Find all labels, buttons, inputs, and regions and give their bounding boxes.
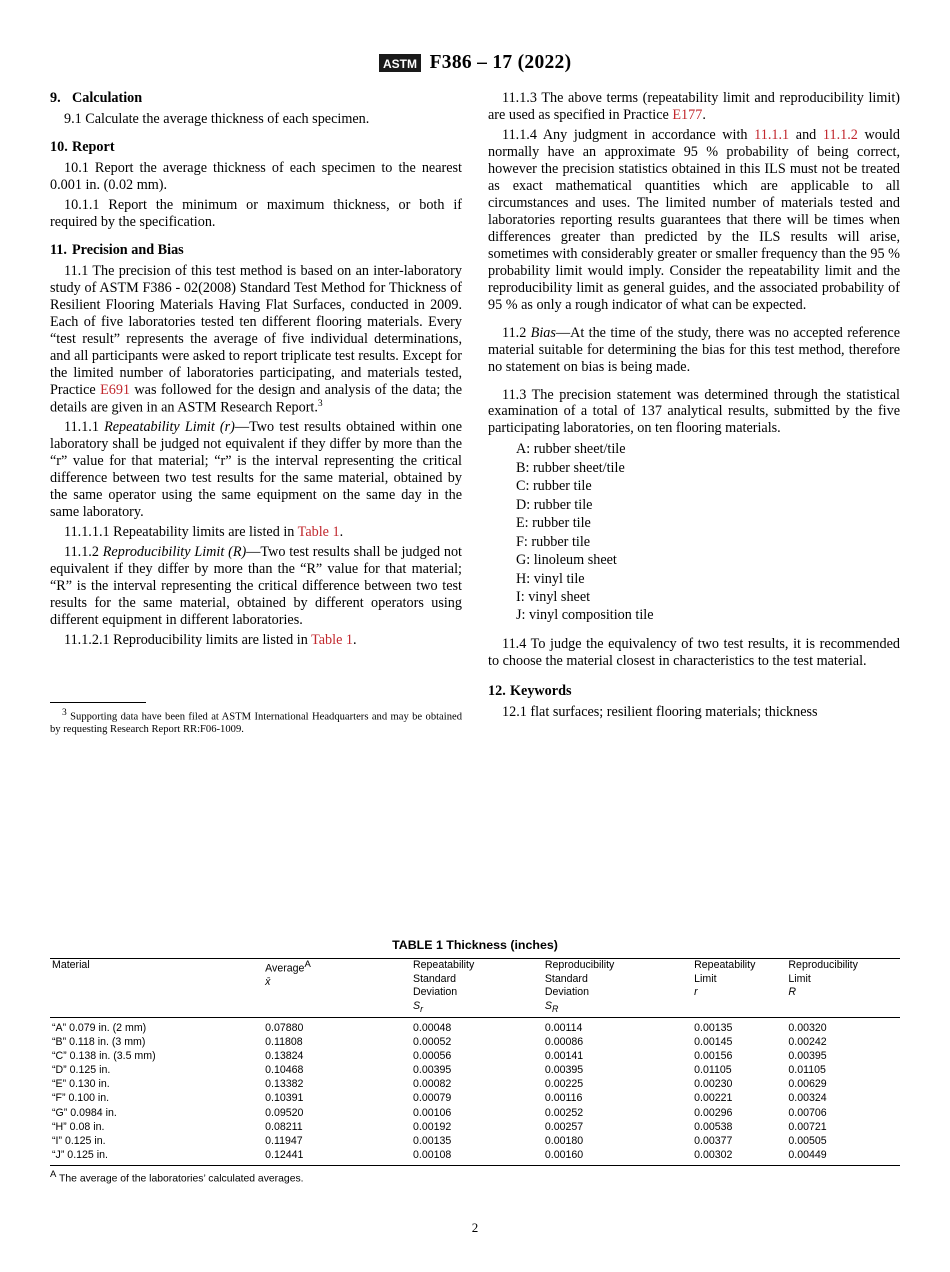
cell-repeat-limit: 0.00230 [694, 1078, 733, 1091]
para-12-1: 12.1 flat surfaces; resilient flooring materials; thickness [502, 703, 818, 720]
col-header-repro-sd-l2: Standard [544, 972, 588, 985]
cell-repro-sd: 0.00114 [544, 1022, 583, 1035]
cell-repeat-limit: 0.00296 [694, 1106, 733, 1119]
para-11-1-1 [50, 419, 462, 521]
cell-repro-limit: 0.00706 [788, 1106, 827, 1119]
col-header-repeat-sd-l2: Standard [413, 972, 456, 985]
cell-repeat-sd: 0.00108 [413, 1148, 452, 1161]
cell-material: “H” 0.08 in. [52, 1120, 105, 1133]
para-11-1-1-text: —Two test results obtained within one laboratory shall be judged not equivalent if they differ by more than the “r” value for that material; “r” is the interval representing the critical difference between two test results for the same material, obtained by the same operator using the same equipment on the same day in the same laboratory. [50, 419, 462, 521]
section-12-title: Keywords [510, 682, 572, 699]
col-header-reproducibility-sd [543, 959, 692, 1018]
para-11-3: 11.3 The precision statement was determined through the statistical examination of a total of 137 analytical results, submitted by the five participating laboratories, on ten flooring materials. [488, 386, 900, 437]
cell-repeat-sd: 0.00192 [413, 1120, 452, 1133]
para-11-1-3-text-a: 11.1.3 The above terms (repeatability limit and reproducibility limit) are used as specified in Practice [488, 90, 900, 123]
cell-repro-limit: 0.00449 [788, 1148, 827, 1161]
table-head [50, 959, 900, 1018]
para-11-1-2 [50, 544, 462, 629]
para-11-1-text-b: was followed for the design and analysis of the data; the details are given in an ASTM Research Report. [50, 381, 462, 416]
footnote-3 [50, 708, 462, 737]
para-11-1-2-1-text-b: . [353, 631, 357, 648]
footnote-3-marker: 3 [62, 707, 67, 718]
para-11-1-1-1-text-b: . [339, 524, 344, 541]
list-item: B: rubber sheet/tile [516, 459, 625, 476]
para-10-1-1: 10.1.1 Report the minimum or maximum thickness, or both if required by the specification. [50, 196, 462, 230]
cell-material: “B” 0.118 in. (3 mm) [52, 1036, 146, 1049]
table-footnote [50, 1169, 900, 1184]
cell-repro-limit: 0.00629 [788, 1078, 827, 1091]
para-11-1 [50, 263, 462, 416]
list-item: A: rubber sheet/tile [516, 441, 626, 458]
list-item: F: rubber tile [516, 533, 591, 550]
cell-repro-limit: 0.00324 [788, 1092, 827, 1105]
section-12-heading [488, 683, 900, 700]
para-11-1-4-text-a: 11.1.4 Any judgment in accordance with [502, 126, 755, 143]
col-header-average [263, 959, 411, 1018]
footnote-ref-3[interactable]: 3 [317, 398, 323, 409]
cell-material: “F” 0.100 in. [52, 1092, 110, 1105]
section-11-number: 11. [50, 241, 67, 258]
para-11-1-1-term: Repeatability Limit (r) [104, 419, 235, 436]
table-row [50, 1063, 900, 1077]
col-header-repro-sd-l3: Deviation [544, 986, 590, 999]
list-item: J: vinyl composition tile [516, 607, 654, 624]
para-11-1-1-1 [50, 524, 462, 541]
cell-average: 0.12441 [265, 1148, 304, 1161]
cell-repro-sd: 0.00160 [544, 1148, 584, 1161]
link-table-1-repeatability[interactable]: Table 1 [297, 524, 340, 541]
link-e691[interactable]: E691 [100, 381, 131, 398]
para-11-2-number: 11.2 [502, 324, 531, 341]
link-11-1-2[interactable]: 11.1.2 [822, 126, 858, 143]
cell-material: “E” 0.130 in. [52, 1078, 110, 1091]
footnote-divider [50, 702, 146, 703]
para-11-2 [488, 325, 900, 376]
col-header-repeat-limit-l1: Repeatability [694, 959, 756, 971]
cell-repeat-sd: 0.00079 [413, 1092, 452, 1105]
cell-repro-sd: 0.00086 [544, 1036, 584, 1049]
section-9-title: Calculation [72, 90, 143, 106]
cell-repro-sd: 0.00141 [544, 1050, 584, 1063]
col-header-repeat-limit-l2: Limit [694, 972, 717, 985]
col-header-repro-limit-l2: Limit [788, 972, 811, 985]
cell-average: 0.13382 [265, 1078, 304, 1091]
para-11-4: 11.4 To judge the equivalency of two test results, it is recommended to choose the material closest in characteristics to the test material. [488, 635, 900, 669]
standard-designation: F386 – 17 (2022) [429, 52, 572, 73]
cell-material: “G” 0.0984 in. [52, 1106, 117, 1119]
cell-repeat-sd: 0.00056 [413, 1050, 452, 1063]
cell-repeat-sd: 0.00052 [413, 1036, 452, 1049]
cell-repro-limit: 0.00395 [788, 1050, 827, 1063]
list-item: D: rubber tile [516, 496, 593, 513]
table-1-title: TABLE 1 Thickness (inches) [392, 938, 558, 952]
section-9-heading [50, 90, 462, 107]
right-column [488, 90, 900, 724]
section-10-number: 10. [50, 138, 68, 155]
link-11-1-1[interactable]: 11.1.1 [754, 126, 790, 143]
para-11-1-2-1-text-a: 11.1.2.1 Reproducibility limits are listed in [64, 631, 312, 648]
cell-repeat-sd: 0.00048 [413, 1022, 452, 1035]
cell-repro-sd: 0.00116 [544, 1092, 583, 1105]
cell-repro-limit: 0.00721 [788, 1120, 827, 1133]
para-10-1: 10.1 Report the average thickness of each specimen to the nearest 0.001 in. (0.02 mm). [50, 159, 462, 193]
section-11-heading [50, 242, 462, 259]
cell-repeat-limit: 0.00302 [694, 1148, 733, 1161]
table-body [50, 1018, 900, 1166]
para-11-1-4-text-b: would normally have an approximate 95 % probability of being correct, however the precision statistics obtained in this ILS must not be treated as exact mathematical quantities which are applicable to all circumstances and uses. The limited number of materials tested and laboratories reporting results guarantees that there will be times when differences greater than predicted by the ILS results will arise, sometimes with considerably greater or smaller frequency than the 95 % probability limit would imply. Consider the repeatability limit and the reproducibility limit as general guides, and the associated probability of 95 % as only a rough indicator of what can be expected. [488, 126, 900, 313]
col-header-repeat-sd-symbol: $S_r$ [413, 999, 424, 1014]
table-row [50, 1035, 900, 1049]
page-header [0, 52, 950, 79]
cell-repro-limit: 0.00505 [788, 1134, 827, 1147]
list-item: H: vinyl tile [516, 570, 585, 587]
cell-repeat-limit: 0.01105 [694, 1064, 732, 1077]
cell-repeat-limit: 0.00156 [694, 1050, 733, 1063]
cell-repro-limit: 0.00320 [788, 1022, 827, 1035]
para-11-1-1-number: 11.1.1 [64, 419, 105, 436]
para-11-1-1-1-text-a: 11.1.1.1 Repeatability limits are listed in [64, 524, 298, 541]
list-item: E: rubber tile [516, 515, 591, 532]
section-11-title: Precision and Bias [72, 241, 184, 258]
para-11-1-2-number: 11.1.2 [64, 544, 103, 561]
cell-average: 0.07880 [265, 1022, 304, 1035]
footnote-3-text: Supporting data have been filed at ASTM International Headquarters and may be obtained by requesting Research Report RR:F06-1009. [50, 711, 462, 736]
list-item: C: rubber tile [516, 478, 592, 495]
col-header-repeat-sd-l1: Repeatability [413, 959, 475, 971]
para-11-1-3-text-b: . [702, 106, 706, 123]
cell-average: 0.11947 [265, 1134, 303, 1147]
col-header-material-l1: Material [52, 959, 90, 971]
col-header-reproducibility-limit [786, 959, 900, 1018]
cell-repro-sd: 0.00395 [544, 1064, 584, 1077]
para-11-1-2-text: —Two test results shall be judged not equivalent if they differ by more than the “R” value for that material; “R” is the interval representing the critical difference between two test results for the same material, obtained by different operators using different equipment in different laboratories. [50, 544, 462, 628]
link-table-1-reproducibility[interactable]: Table 1 [311, 631, 354, 648]
col-header-average-sup: A [304, 959, 311, 970]
list-item: I: vinyl sheet [516, 589, 591, 606]
para-11-2-term: Bias [530, 324, 556, 341]
astm-logo-icon [379, 52, 421, 74]
cell-material: “C” 0.138 in. (3.5 mm) [52, 1050, 156, 1063]
para-11-1-4 [488, 127, 900, 314]
col-header-average-symbol: x̄ [265, 976, 271, 989]
material-list [488, 440, 900, 625]
table-row [50, 1077, 900, 1091]
left-column [50, 90, 462, 737]
table-row [50, 1134, 900, 1148]
cell-material: “J” 0.125 in. [52, 1148, 108, 1161]
cell-repro-sd: 0.00257 [544, 1120, 584, 1133]
col-header-repeat-limit-symbol: r [694, 986, 698, 999]
table-row [50, 1018, 900, 1036]
list-item: G: linoleum sheet [516, 552, 617, 569]
col-header-repro-sd-l1: Reproducibility [544, 959, 615, 971]
table-row [50, 1148, 900, 1166]
col-header-repro-limit-l1: Reproducibility [788, 959, 858, 971]
table-row [50, 1106, 900, 1120]
para-11-1-4-mid: and [789, 126, 823, 143]
para-11-1-2-term: Reproducibility Limit (R) [102, 544, 247, 561]
cell-repeat-sd: 0.00106 [413, 1106, 452, 1119]
link-e177[interactable]: E177 [672, 106, 703, 123]
cell-material: “I” 0.125 in. [52, 1134, 106, 1147]
cell-repeat-limit: 0.00538 [694, 1120, 733, 1133]
cell-repeat-sd: 0.00395 [413, 1064, 452, 1077]
cell-repro-limit: 0.01105 [788, 1064, 826, 1077]
col-header-material [50, 959, 263, 1018]
cell-repeat-limit: 0.00135 [694, 1022, 733, 1035]
table-row [50, 1120, 900, 1134]
cell-material: “D” 0.125 in. [52, 1064, 111, 1077]
table-row [50, 1091, 900, 1105]
cell-repro-sd: 0.00180 [544, 1134, 584, 1147]
cell-repeat-limit: 0.00221 [694, 1092, 733, 1105]
para-11-1-text-a: 11.1 The precision of this test method is based on an inter-laboratory study of ASTM F386 - 02(2008) Standard Test Method for Thickness of Resilient Flooring Materials Having Flat Surfaces, conducted in 2009. Each of five laboratories tested ten different flooring materials. Every “test result” represents the average of five individual determinations, and all participants were asked to report triplicate test results. Except for the limited number of laboratories participating, and materials tested, Practice [50, 262, 462, 398]
section-10-heading [50, 139, 462, 156]
cell-average: 0.09520 [265, 1106, 304, 1119]
para-9-1: 9.1 Calculate the average thickness of each specimen. [64, 111, 370, 127]
table-row [50, 1049, 900, 1063]
cell-average: 0.10391 [265, 1092, 304, 1105]
cell-average: 0.13824 [265, 1050, 304, 1063]
section-12-number: 12. [488, 682, 506, 699]
cell-repeat-sd: 0.00135 [413, 1134, 452, 1147]
section-9-number: 9. [50, 90, 61, 106]
svg-text:ASTM: ASTM [382, 57, 417, 71]
page-number: 2 [471, 1220, 479, 1235]
table-footnote-text: The average of the laboratories’ calculated averages. [56, 1173, 304, 1185]
cell-average: 0.08211 [265, 1120, 303, 1133]
table-1 [50, 958, 900, 1166]
cell-repeat-sd: 0.00082 [413, 1078, 452, 1091]
table-1-container [50, 938, 900, 1184]
col-header-repeatability-sd [411, 959, 543, 1018]
cell-average: 0.11808 [265, 1036, 303, 1049]
col-header-average-l1: AverageA [265, 959, 311, 975]
cell-repro-sd: 0.00225 [544, 1078, 584, 1091]
para-11-1-2-1 [50, 632, 462, 649]
para-11-1-3 [488, 90, 900, 124]
col-header-repro-sd-symbol: $S_R$ [544, 999, 559, 1014]
cell-material: “A” 0.079 in. (2 mm) [52, 1022, 147, 1035]
col-header-repeat-sd-l3: Deviation [413, 986, 458, 999]
cell-repro-sd: 0.00252 [544, 1106, 584, 1119]
table-header-row [50, 959, 900, 1018]
para-11-2-text: —At the time of the study, there was no accepted reference material suitable for determining the bias for this test method, therefore no statement on bias is being made. [488, 324, 900, 375]
cell-repeat-limit: 0.00377 [694, 1134, 733, 1147]
col-header-repro-limit-symbol: R [788, 986, 797, 999]
col-header-repeatability-limit [692, 959, 786, 1018]
cell-repro-limit: 0.00242 [788, 1036, 827, 1049]
cell-average: 0.10468 [265, 1064, 304, 1077]
section-10-title: Report [72, 138, 115, 155]
cell-repeat-limit: 0.00145 [694, 1036, 733, 1049]
table-footnote-marker: A [50, 1168, 57, 1180]
